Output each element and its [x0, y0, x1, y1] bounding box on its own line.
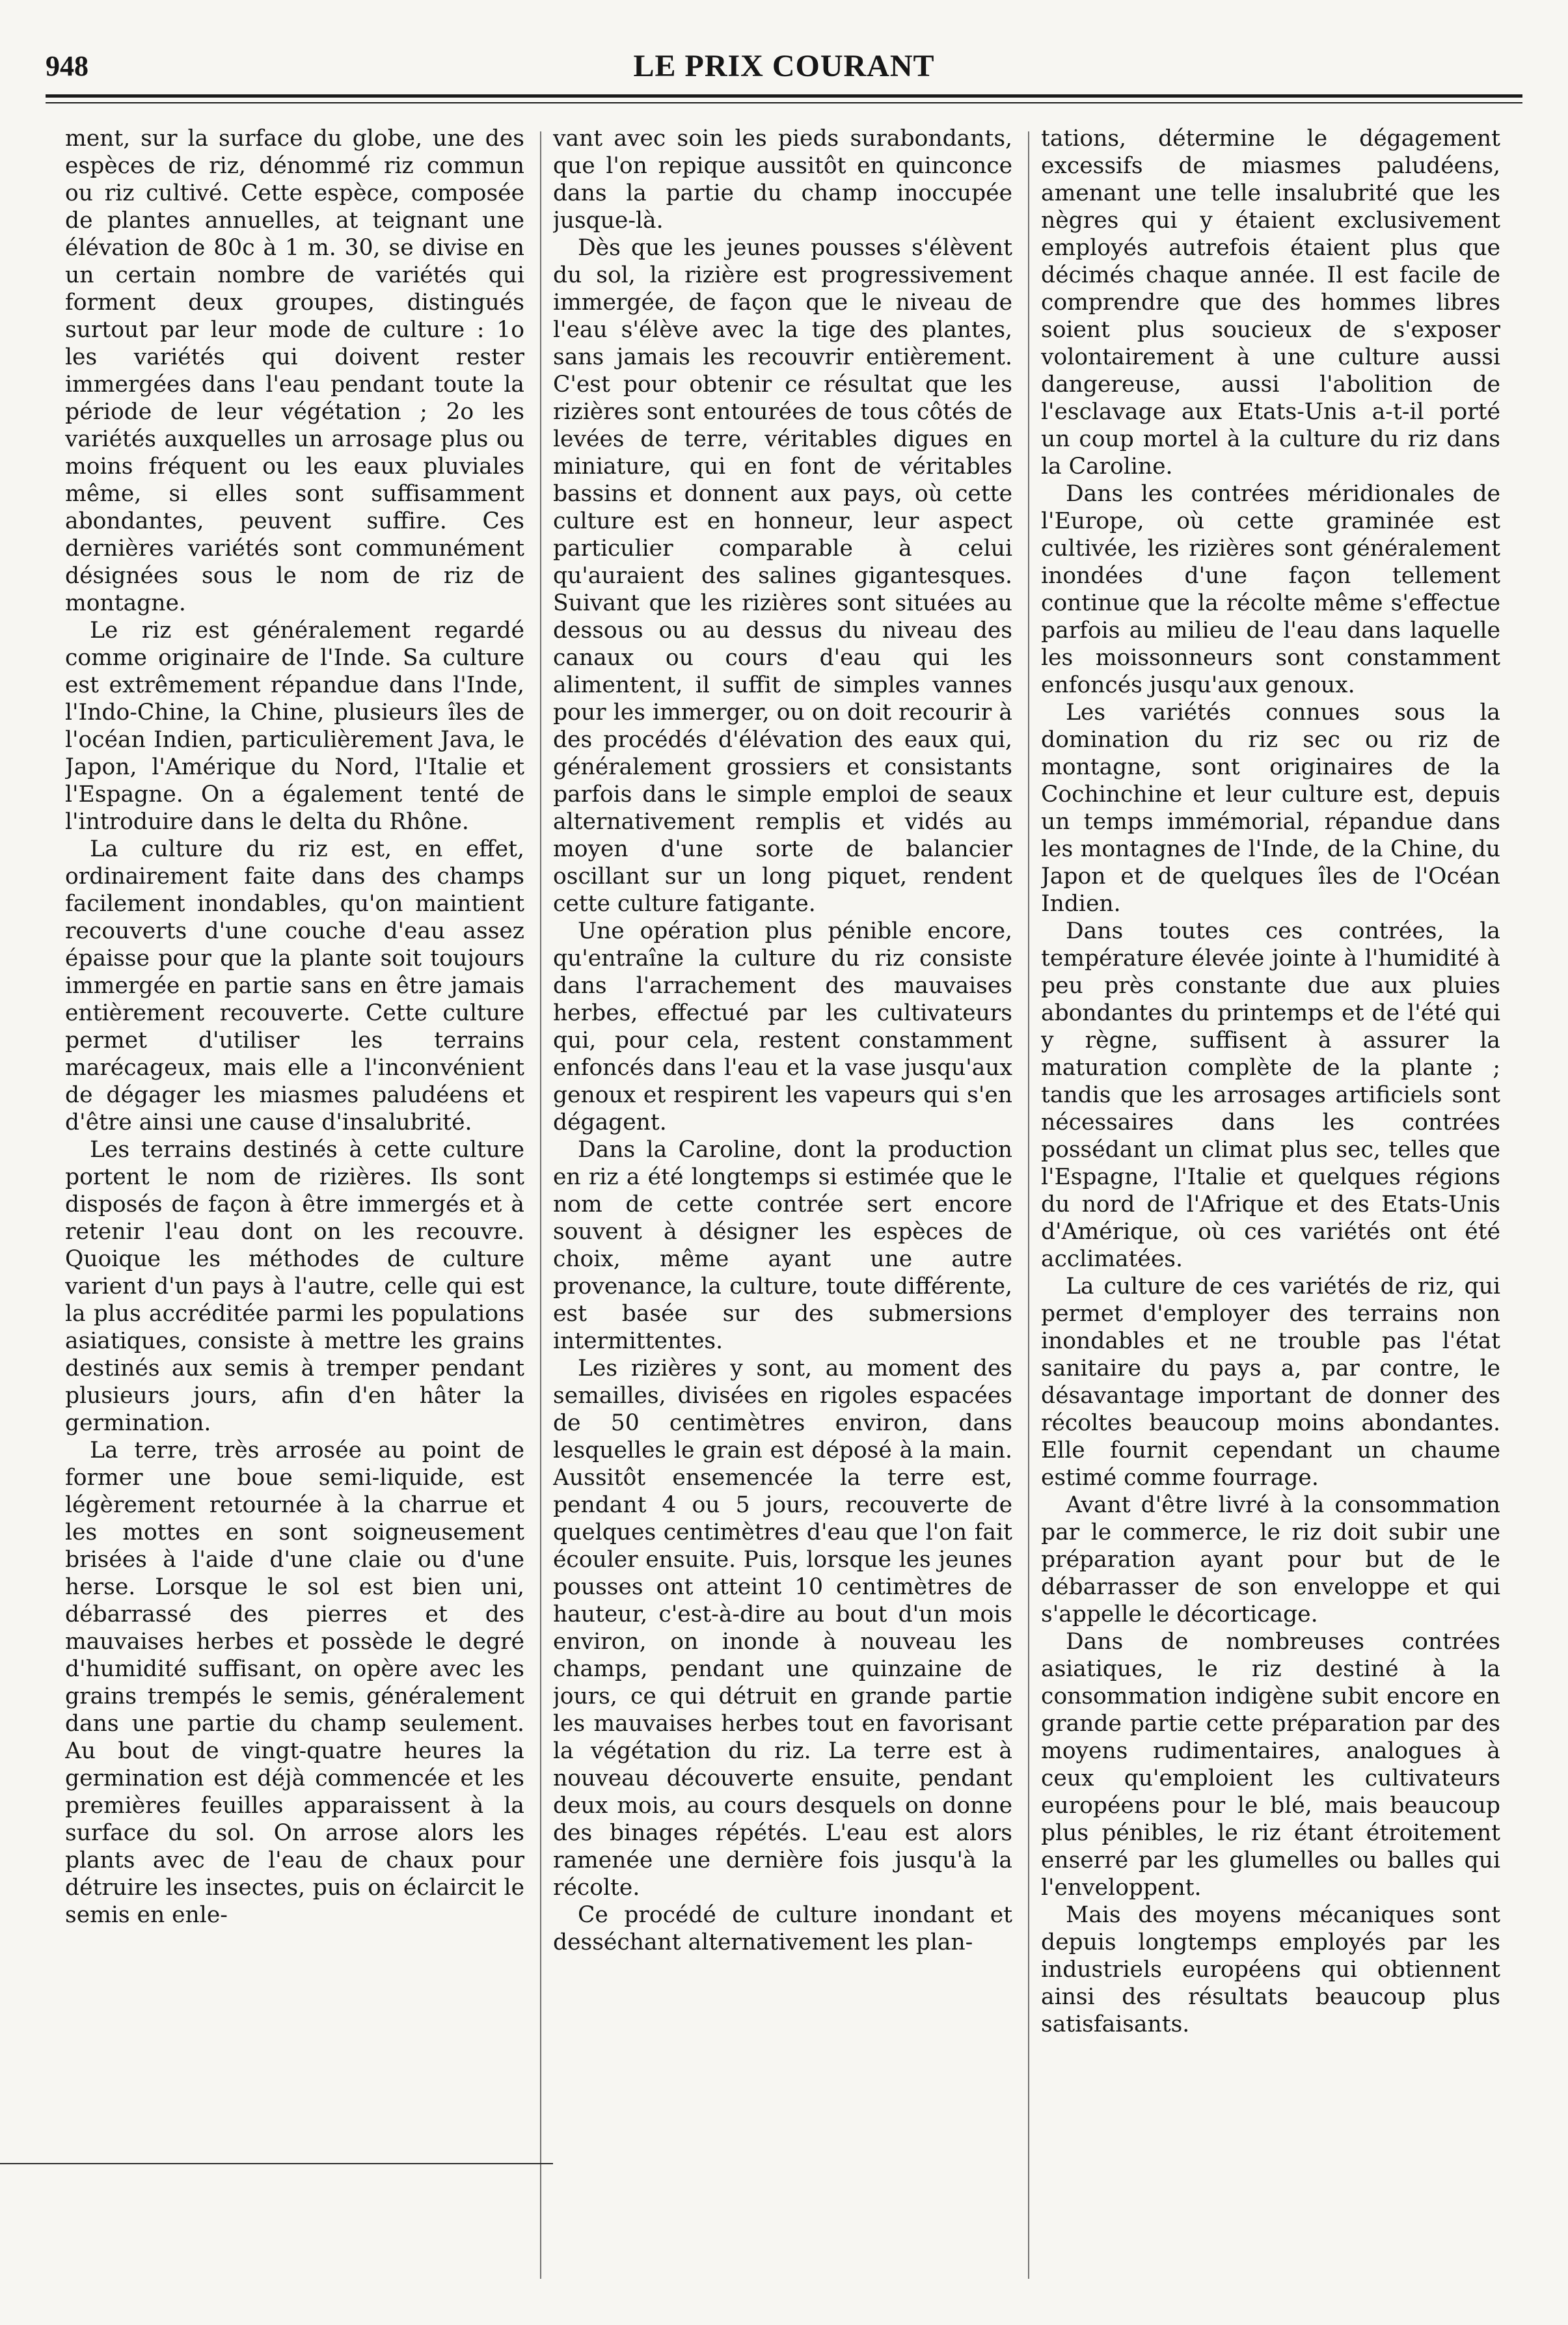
header-rule-thick [46, 94, 1522, 98]
paragraph: tations, détermine le dégagement excessifs de miasmes paludéens, amenant une telle insalubrité que les nègres qui y étaient exclusivement employés autrefois étaient plus que décimés chaque année. Il est facile de comprendre que des hommes libres soient plus soucieux de s'exposer volontairement à une culture aussi dangereuse, aussi l'abolition de l'esclavage aux Etats-Unis a-t-il porté un coup mortel à la culture du riz dans la Caroline. [1041, 126, 1500, 480]
stray-rule [0, 2163, 553, 2164]
paragraph: Ce procédé de culture inondant et desséchant alternativement les plan- [553, 1902, 1012, 1955]
article-body [65, 125, 1522, 2285]
column-1 [65, 125, 524, 2285]
paragraph: Dans toutes ces contrées, la température élevée jointe à l'humidité à peu près constante due aux pluies abondantes du printemps et de l'été qui y règne, suffisent à assurer la maturation complète de la plante ; tandis que les arrosages artificiels sont nécessaires dans les contrées possédant un climat plus sec, telles que l'Espagne, l'Italie et quelques régions du nord de l'Afrique et des Etats-Unis d'Amérique, où ces variétés ont été acclimatées. [1041, 918, 1500, 1272]
paragraph: La culture du riz est, en effet, ordinairement faite dans des champs facilement inondables, qu'on maintient recouverts d'une couche d'eau assez épaisse pour que la plante soit toujours immergée en partie sans en être jamais entièrement recouverte. Cette culture permet d'utiliser les terrains marécageux, mais elle a l'inconvénient de dégager les miasmes paludéens et d'être ainsi une cause d'insalubrité. [65, 836, 524, 1135]
column-2 [553, 125, 1012, 2285]
paragraph: Dans les contrées méridionales de l'Europe, où cette graminée est cultivée, les rizières sont généralement inondées d'une façon tellement continue que la récolte même s'effectue parfois au milieu de l'eau dans laquelle les moissonneurs sont constamment enfoncés jusqu'aux genoux. [1041, 481, 1500, 698]
page-number: 948 [46, 50, 88, 82]
paragraph: La terre, très arrosée au point de former une boue semi-liquide, est légèrement retournée à la charrue et les mottes en sont soigneusement brisées à l'aide d'une claie ou d'une herse. Lorsque le sol est bien uni, débarrassé des pierres et des mauvaises herbes et possède le degré d'humidité suffisant, on opère avec les grains trempés le semis, généralement dans une partie du champ seulement. Au bout de vingt-quatre heures la germination est déjà commencée et les premières feuilles apparaissent à la surface du sol. On arrose alors les plants avec de l'eau de chaux pour détruire les insectes, puis on éclaircit le semis en enle- [65, 1437, 524, 1928]
paragraph: Dans la Caroline, dont la production en riz a été longtemps si estimée que le nom de cette contrée sert encore souvent à désigner les espèces de choix, même ayant une autre provenance, la culture, toute différente, est basée sur des submersions intermittentes. [553, 1137, 1012, 1354]
paragraph: Une opération plus pénible encore, qu'entraîne la culture du riz consiste dans l'arrachement des mauvaises herbes, effectué par les cultivateurs qui, pour cela, restent constamment enfoncés dans l'eau et la vase jusqu'aux genoux et respirent les vapeurs qui s'en dégagent. [553, 918, 1012, 1135]
header-rule-thin [46, 102, 1522, 103]
paragraph: ment, sur la surface du globe, une des espèces de riz, dénommé riz commun ou riz cultivé. Cette espèce, composée de plantes annuelles, at teignant une élévation de 80c à 1 m. 30, se divise en un certain nombre de variétés qui forment deux groupes, distingués surtout par leur mode de culture : 1o les variétés qui doivent rester immergées dans l'eau pendant toute la période de leur végétation ; 2o les variétés auxquelles un arrosage plus ou moins fréquent ou les eaux pluviales même, si elles sont suffisamment abondantes, peuvent suffire. Ces dernières variétés sont communément désignées sous le nom de riz de montagne. [65, 126, 524, 616]
paragraph: Les variétés connues sous la domination du riz sec ou riz de montagne, sont originaires de la Cochinchine et leur culture est, depuis un temps immémorial, répandue dans les montagnes de l'Inde, de la Chine, du Japon et de quelques îles de l'Océan Indien. [1041, 700, 1500, 917]
page-header [46, 47, 1522, 92]
paragraph: Avant d'être livré à la consommation par le commerce, le riz doit subir une préparation ayant pour but de le débarrasser de son enveloppe et qui s'appelle le décorticage. [1041, 1492, 1500, 1627]
column-divider [540, 131, 541, 2279]
paragraph: Mais des moyens mécaniques sont depuis longtemps employés par les industriels européens qui obtiennent ainsi des résultats beaucoup plus satisfaisants. [1041, 1902, 1500, 2037]
paragraph: Dans de nombreuses contrées asiatiques, le riz destiné à la consommation indigène subit encore en grande partie cette préparation par des moyens rudimentaires, analogues à ceux qu'emploient les cultivateurs européens pour le blé, mais beaucoup plus pénibles, le riz étant étroitement enserré par les glumelles ou balles qui l'enveloppent. [1041, 1629, 1500, 1901]
running-title: LE PRIX COURANT [633, 49, 935, 83]
paragraph: Les terrains destinés à cette culture portent le nom de rizières. Ils sont disposés de façon à être immergés et à retenir l'eau dont on les recouvre. Quoique les méthodes de culture varient d'un pays à l'autre, celle qui est la plus accréditée parmi les populations asiatiques, consiste à mettre les grains destinés aux semis à tremper pendant plusieurs jours, afin d'en hâter la germination. [65, 1137, 524, 1436]
paragraph: La culture de ces variétés de riz, qui permet d'employer des terrains non inondables et ne trouble pas l'état sanitaire du pays a, par contre, le désavantage important de donner des récoltes beaucoup moins abondantes. Elle fournit cependant un chaume estimé comme fourrage. [1041, 1273, 1500, 1491]
paragraph: Dès que les jeunes pousses s'élèvent du sol, la rizière est progressivement immergée, de façon que le niveau de l'eau s'élève avec la tige des plantes, sans jamais les recouvrir entièrement. C'est pour obtenir ce résultat que les rizières sont entourées de tous côtés de levées de terre, véritables digues en miniature, qui en font de véritables bassins et donnent aux pays, où cette culture est en honneur, leur aspect particulier comparable à celui qu'auraient des salines gigantesques. Suivant que les rizières sont situées au dessous ou au dessus du niveau des canaux ou cours d'eau qui les alimentent, il suffit de simples vannes pour les immerger, ou on doit recourir à des procédés d'élévation des eaux qui, généralement grossiers et consistants parfois dans le simple emploi de seaux alternativement remplis et vidés au moyen d'une sorte de balancier oscillant sur un long piquet, rendent cette culture fatigante. [553, 235, 1012, 917]
column-3 [1041, 125, 1500, 2285]
paragraph: vant avec soin les pieds surabondants, que l'on repique aussitôt en quinconce dans la partie du champ inoccupée jusque-là. [553, 126, 1012, 234]
paragraph: Le riz est généralement regardé comme originaire de l'Inde. Sa culture est extrêmement répandue dans l'Inde, l'Indo-Chine, la Chine, plusieurs îles de l'océan Indien, particulièrement Java, le Japon, l'Amérique du Nord, l'Italie et l'Espagne. On a également tenté de l'introduire dans le delta du Rhône. [65, 618, 524, 835]
column-divider [1028, 131, 1029, 2279]
paragraph: Les rizières y sont, au moment des semailles, divisées en rigoles espacées de 50 centimètres environ, dans lesquelles le grain est déposé à la main. Aussitôt ensemencée la terre est, pendant 4 ou 5 jours, recouverte de quelques centimètres d'eau que l'on fait écouler ensuite. Puis, lorsque les jeunes pousses ont atteint 10 centimètres de hauteur, c'est-à-dire au bout d'un mois environ, on inonde à nouveau les champs, pendant une quinzaine de jours, ce qui détruit en grande partie les mauvaises herbes tout en favorisant la végétation du riz. La terre est à nouveau découverte ensuite, pendant deux mois, au cours desquels on donne des binages répétés. L'eau est alors ramenée une dernière fois jusqu'à la récolte. [553, 1355, 1012, 1901]
